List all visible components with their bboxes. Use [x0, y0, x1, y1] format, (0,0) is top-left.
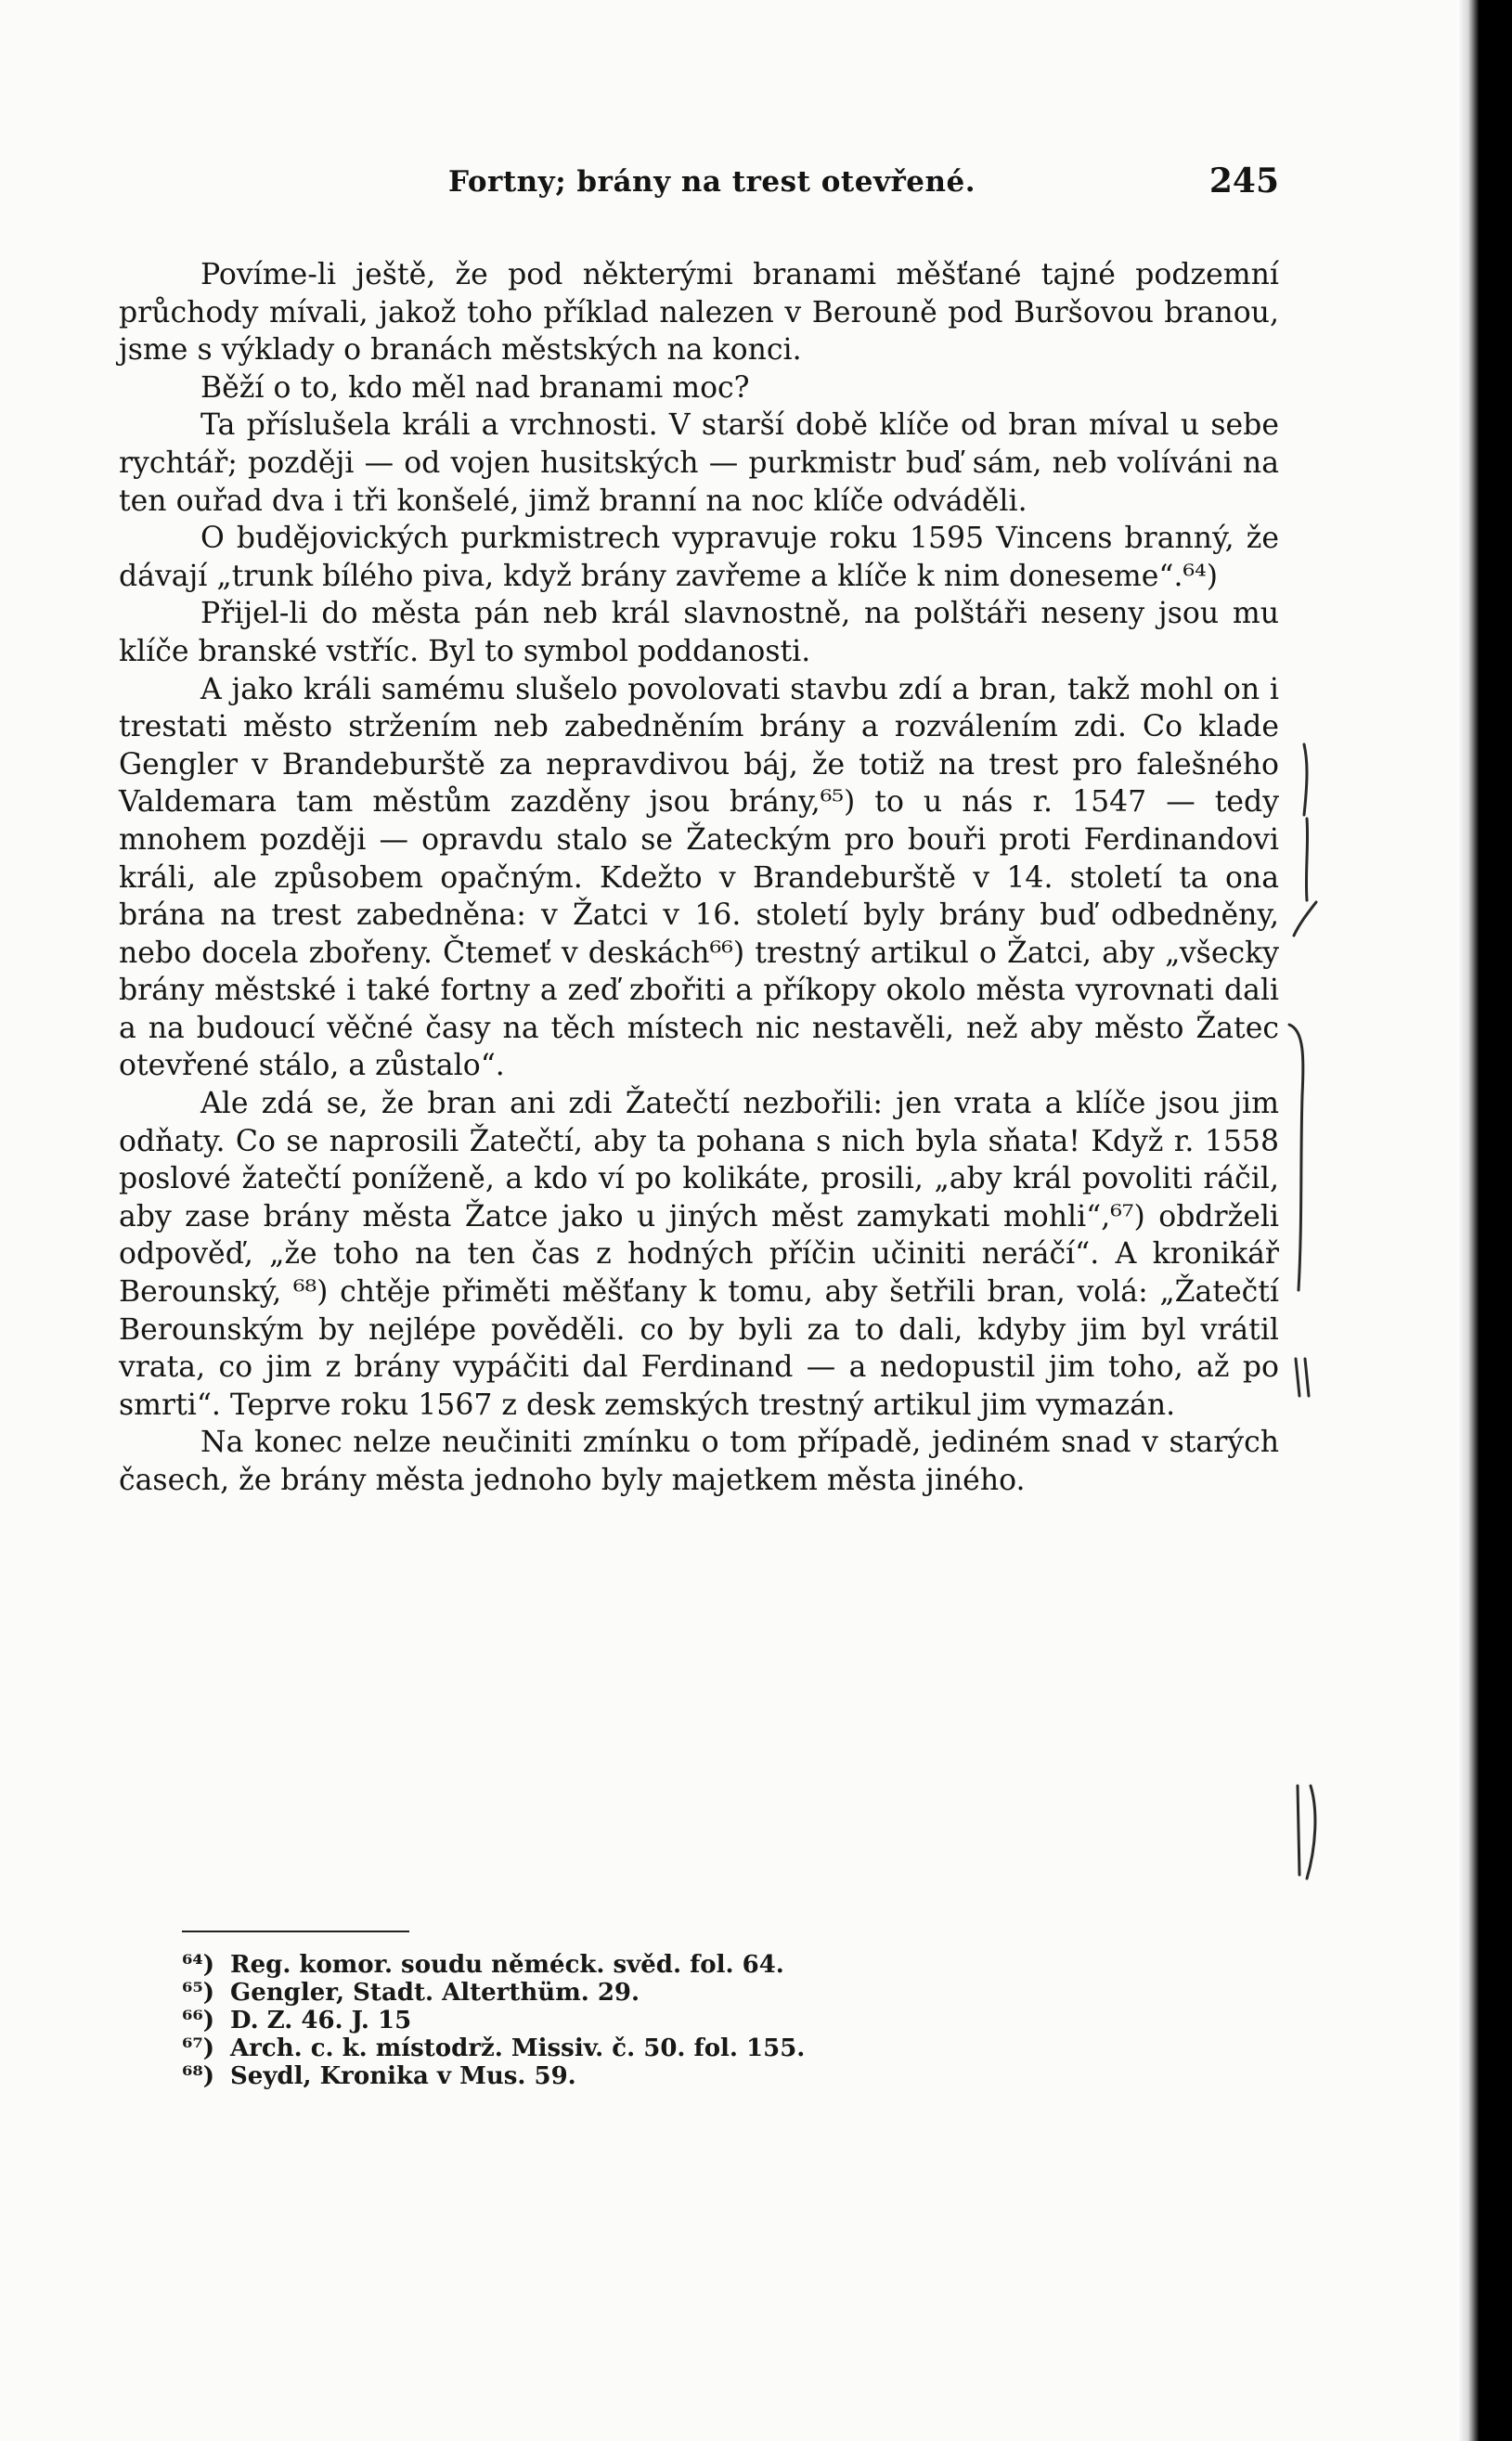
footnote-text: Gengler, Stadt. Alterthüm. 29. — [230, 1979, 640, 2007]
footnote-text: Seydl, Kronika v Mus. 59. — [230, 2062, 576, 2090]
footnote — [182, 2007, 1017, 2034]
footnotes — [182, 1951, 1017, 2090]
paragraph: Ale zdá se, že bran ani zdi Žatečtí nezbořili: jen vrata a klíče jsou jim odňaty. Co se naprosili Žatečtí, aby ta pohana s nich byla sňata! Když r. 1558 poslové žatečtí poníženě, a kdo ví po kolikáte, prosili, „aby král povoliti ráčil, aby zase brány města Žatce jako u jiných měst zamykati mohli“,⁶⁷) obdrželi odpověď, „že toho na ten čas z hodných příčin učiniti neráčí“. A kronikář Berounský, ⁶⁸) chtěje přiměti měšťany k tomu, aby šetřili bran, volá: „Žatečtí Berounským by nejlépe pověděli. co by byli za to dali, kdyby jim byl vrátil vrata, co jim z brány vypáčiti dal Ferdinand — a nedopustil jim toho, až po smrti“. Teprve roku 1567 z desk zemských trestný artikul jim vymazán. — [119, 1087, 1279, 1422]
footnote — [182, 1951, 1017, 1979]
footnote — [182, 2034, 1017, 2062]
paragraph: Přijel-li do města pán neb král slavnostně, na polštáři neseny jsou mu klíče branské vstříc. Byl to symbol poddanosti. — [119, 597, 1279, 668]
footnote-number: ⁶⁷) — [182, 2034, 215, 2062]
page-number: 245 — [1208, 161, 1279, 200]
margin-mark — [1288, 817, 1325, 937]
paragraph: O budějovických purkmistrech vypravuje roku 1595 Vincens branný, že dávají „trunk bílého piva, když brány zavřeme a klíče k nim doneseme“.⁶⁴) — [119, 522, 1279, 593]
footnote-number: ⁶⁴) — [182, 1951, 215, 1979]
page-header — [119, 158, 1279, 204]
margin-mark — [1286, 1021, 1323, 1299]
paragraph: Povíme-li ještě, že pod některými branami měšťané tajné podzemní průchody mívali, jakož toho příklad nalezen v Berouně pod Buršovou branou, jsme s výklady o branách městských na konci. — [119, 258, 1279, 368]
margin-mark — [1295, 743, 1313, 817]
margin-mark — [1290, 1355, 1318, 1401]
paragraph: Na konec nelze neučiniti zmínku o tom případě, jediném snad v starých časech, že brány města jednoho byly majetkem města jiného. — [119, 1426, 1279, 1497]
footnote-text: D. Z. 46. J. 15 — [230, 2007, 412, 2034]
footnote-separator — [182, 1931, 409, 1932]
footnote-number: ⁶⁸) — [182, 2062, 215, 2090]
body-text — [119, 256, 1279, 1500]
margin-mark — [1288, 1782, 1325, 1884]
paragraph: A jako králi samému slušelo povolovati stavbu zdí a bran, takž mohl on i trestati město stržením neb zabedněním brány a rozválením zdi. Co klade Gengler v Brandeburště za nepravdivou báj, že totiž na trest pro falešného Valdemara tam městům zazděny jsou brány,⁶⁵) to u nás r. 1547 — tedy mnohem později — opravdu stalo se Žateckým pro bouři proti Ferdinandovi králi, ale způsobem opačným. Kdežto v Brandeburště v 14. století ta ona brána na trest zabedněna: v Žatci v 16. století byly brány buď odbedněny, nebo docela zbořeny. Čtemeť v deskách⁶⁶) trestný artikul o Žatci, aby „všecky brány městské i také fortny a zeď zbořiti a příkopy okolo města vyrovnati dali a na budoucí věčné časy na těch místech nic nestavěli, než aby město Žatec otevřené stálo, a zůstalo“. — [119, 672, 1279, 1083]
paragraph: Ta příslušela králi a vrchnosti. V starší době klíče od bran míval u sebe rychtář; později — od vojen husitských — purkmistr buď sám, neb volíváni na ten ouřad dva i tři konšelé, jimž branní na noc klíče odváděli. — [119, 408, 1279, 518]
footnote-number: ⁶⁵) — [182, 1979, 215, 2007]
footnote — [182, 2062, 1017, 2090]
footnote-text: Reg. komor. soudu něméck. svěd. fol. 64. — [230, 1951, 784, 1979]
footnote — [182, 1979, 1017, 2007]
page-edge-shadow — [1457, 0, 1512, 2441]
footnote-number: ⁶⁶) — [182, 2007, 215, 2034]
paragraph: Běží o to, kdo měl nad branami moc? — [200, 370, 750, 405]
running-title: Fortny; brány na trest otevřené. — [448, 165, 976, 199]
footnote-text: Arch. c. k. místodrž. Missiv. č. 50. fol. 155. — [230, 2034, 806, 2062]
